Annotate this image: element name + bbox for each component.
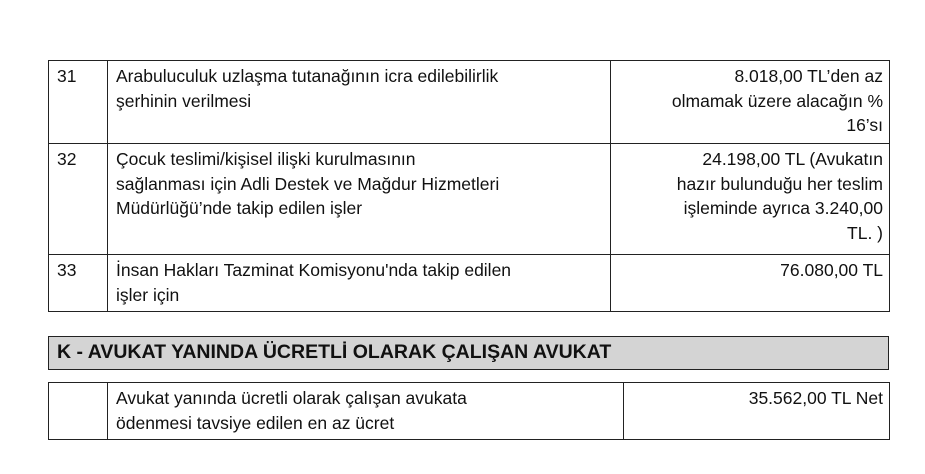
row-description: İnsan Hakları Tazminat Komisyonu'nda takip edilen işler için xyxy=(108,255,611,312)
section-heading: K - AVUKAT YANINDA ÜCRETLİ OLARAK ÇALIŞAN AVUKAT xyxy=(48,336,889,370)
table-row xyxy=(49,144,890,255)
row-description: Çocuk teslimi/kişisel ilişki kurulmasının sağlanması için Adli Destek ve Mağdur Hizmetleri Müdürlüğü’nde takip edilen işler xyxy=(108,144,611,255)
section-k-table xyxy=(48,382,890,440)
row-description: Avukat yanında ücretli olarak çalışan avukata ödenmesi tavsiye edilen en az ücret xyxy=(108,383,624,440)
row-description: Arabuluculuk uzlaşma tutanağının icra edilebilirlik şerhinin verilmesi xyxy=(108,61,611,144)
row-number: 31 xyxy=(49,61,108,144)
table-row xyxy=(49,61,890,144)
row-fee: 76.080,00 TL xyxy=(611,255,890,312)
table-row xyxy=(49,383,890,440)
table-row xyxy=(49,255,890,312)
row-number: 32 xyxy=(49,144,108,255)
fee-schedule-table xyxy=(48,60,890,312)
row-fee: 24.198,00 TL (Avukatın hazır bulunduğu her teslim işleminde ayrıca 3.240,00 TL. ) xyxy=(611,144,890,255)
row-number xyxy=(49,383,108,440)
row-fee: 8.018,00 TL’den az olmamak üzere alacağın % 16’sı xyxy=(611,61,890,144)
row-fee: 35.562,00 TL Net xyxy=(624,383,890,440)
row-number: 33 xyxy=(49,255,108,312)
